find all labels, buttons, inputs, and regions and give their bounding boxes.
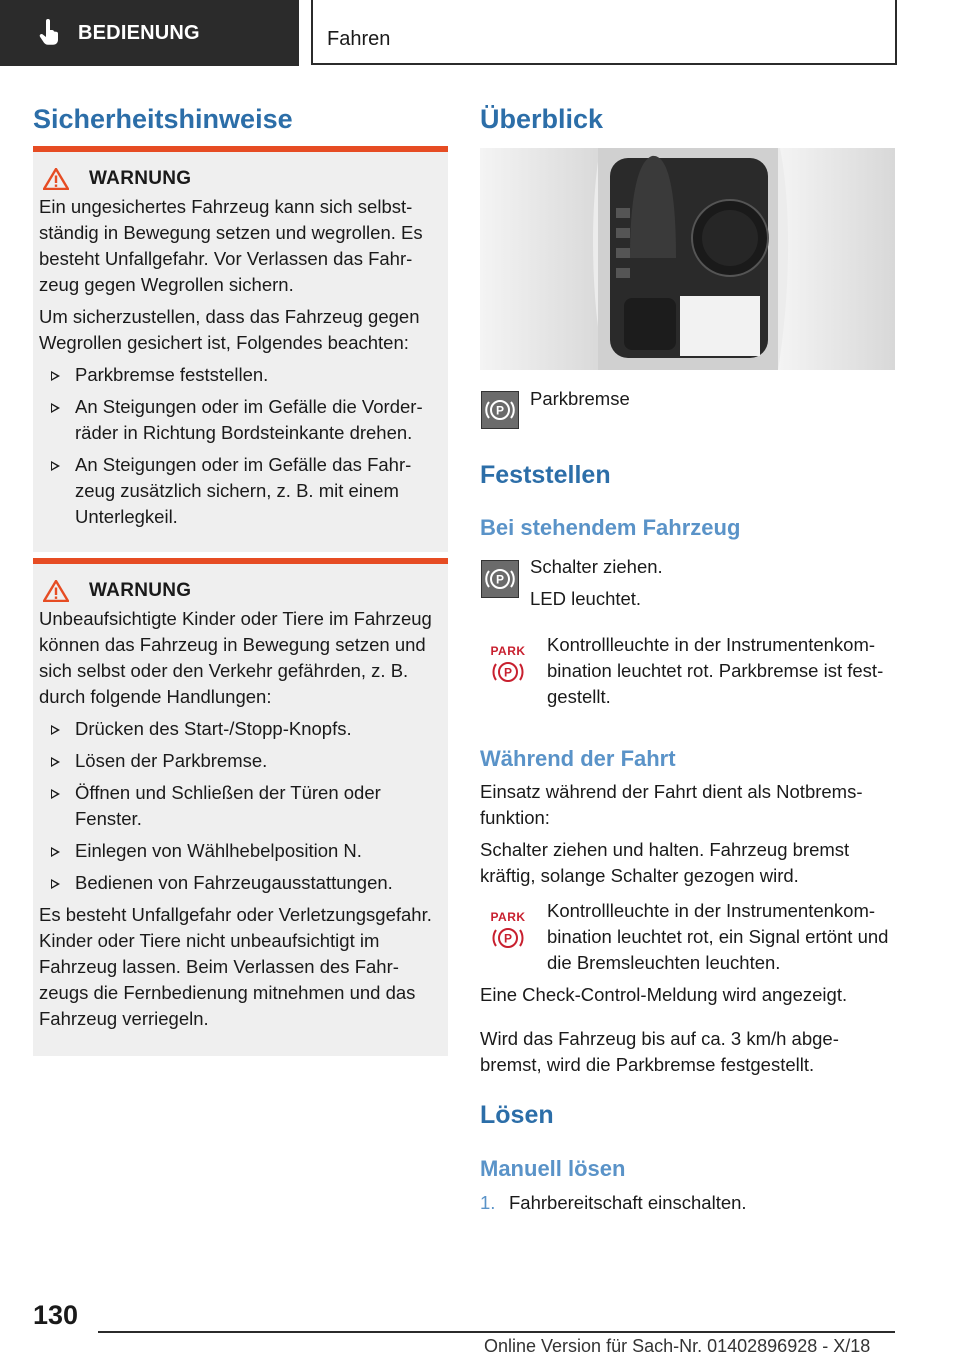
paragraph: Schalter ziehen und halten. Fahrzeug bremst kräftig, solange Schalter gezogen wird. xyxy=(480,839,850,886)
indicator-text: Kontrollleuchte in der Instrumentenkombination leuchtet rot. Parkbremse ist festgestellt. xyxy=(547,634,884,707)
list-item: Bedienen von Fahrzeugausstattungen. xyxy=(39,870,440,896)
warning-triangle-icon xyxy=(43,580,69,602)
driving-heading: Während der Fahrt xyxy=(480,746,676,771)
list-item: An Steigungen oder im Gefälle das Fahrzeug zusätzlich sichern, z. B. mit einem Unterlegkeil. xyxy=(39,452,440,530)
warning-box-rolling xyxy=(33,146,448,552)
step-text: LED leuchtet. xyxy=(530,588,642,609)
list-item: Öffnen und Schließen der Türen oder Fenster. xyxy=(39,780,440,832)
overview-heading: Überblick xyxy=(480,104,604,134)
photo-caption: Parkbremse xyxy=(530,388,630,409)
svg-text:P: P xyxy=(495,572,505,587)
driving-text xyxy=(480,779,890,895)
list-item: An Steigungen oder im Gefälle die Vorderräder in Richtung Bordsteinkante drehen. xyxy=(39,394,440,446)
park-label: PARK xyxy=(490,644,526,658)
footer-text: Online Version für Sach-Nr. 01402896928 - X/18 xyxy=(484,1336,871,1356)
manual-release-heading: Manuell lösen xyxy=(480,1156,626,1181)
warning-text: Um sicherzustellen, dass das Fahrzeug gegen Wegrollen gesichert ist, Folgendes beachten: xyxy=(39,306,420,353)
warning-text: Ein ungesichertes Fahrzeug kann sich selbstständig in Bewegung setzen und wegrollen. Es besteht Unfallgefahr. Vor Verlassen das Fahrzeug gegen Wegrollen sichern. xyxy=(39,196,423,295)
list-item: Lösen der Parkbremse. xyxy=(39,748,440,774)
center-console-illustration xyxy=(480,148,895,370)
center-console-photo xyxy=(480,148,895,370)
warning-box-children xyxy=(33,558,448,1056)
step-text: Fahrbereitschaft einschalten. xyxy=(509,1192,747,1213)
footer-divider xyxy=(98,1331,895,1333)
warning-text: Es besteht Unfallgefahr oder Verletzungsgefahr. Kinder oder Tiere nicht unbeaufsichtigt im Fahrzeug lassen. Beim Verlassen des Fahrzeugs die Fernbedienung mitnehmen und das Fahrzeug verriegeln. xyxy=(39,904,432,1029)
driving-text-more xyxy=(480,982,890,1084)
stationary-heading: Bei stehendem Fahrzeug xyxy=(480,515,741,540)
warning-triangle-icon xyxy=(43,168,69,190)
chapter-title: Fahren xyxy=(327,28,391,50)
list-item: Einlegen von Wählhebelposition N. xyxy=(39,838,440,864)
park-indicator-icon xyxy=(487,909,529,951)
warning-title-row xyxy=(39,580,440,602)
indicator-text: Kontrollleuchte in der Instrumentenkombination leuchtet rot, ein Signal ertönt und die Bremsleuchten leuchten. xyxy=(547,900,889,973)
park-label: PARK xyxy=(490,910,526,924)
park-indicator-icon xyxy=(487,643,529,685)
parking-brake-icon xyxy=(481,560,519,598)
page-header xyxy=(0,0,960,66)
warning-title: WARNUNG xyxy=(89,168,192,189)
paragraph: Eine Check-Control-Meldung wird angezeigt. xyxy=(480,984,848,1005)
hand-pointer-icon xyxy=(38,19,62,47)
step-number: 1. xyxy=(480,1192,496,1213)
svg-text:P: P xyxy=(495,403,505,418)
step-text: Schalter ziehen. xyxy=(530,556,663,577)
warning-list xyxy=(39,716,440,896)
park-letter: P xyxy=(503,931,513,946)
section-tab xyxy=(0,0,299,66)
list-item: Drücken des Start-/Stopp-Knopfs. xyxy=(39,716,440,742)
parking-brake-icon xyxy=(481,391,519,429)
release-heading: Lösen xyxy=(480,1101,554,1129)
paragraph: Einsatz während der Fahrt dient als Notbremsfunktion: xyxy=(480,781,863,828)
stationary-steps xyxy=(530,554,890,618)
apply-heading: Feststellen xyxy=(480,461,611,489)
paragraph: Wird das Fahrzeug bis auf ca. 3 km/h abgebremst, wird die Parkbremse festgestellt. xyxy=(480,1028,839,1075)
list-item: Parkbremse feststellen. xyxy=(39,362,440,388)
section-title: BEDIENUNG xyxy=(78,21,200,44)
warning-title-row xyxy=(39,168,440,190)
warning-title: WARNUNG xyxy=(89,580,192,601)
safety-heading: Sicherheitshinweise xyxy=(33,104,293,134)
chapter-tab xyxy=(311,0,897,65)
warning-list xyxy=(39,362,440,530)
warning-text: Unbeaufsichtigte Kinder oder Tiere im Fahrzeug können das Fahrzeug in Bewegung setzen und sich selbst oder den Verkehr gefährden, z. B. durch folgende Handlungen: xyxy=(39,608,432,707)
park-letter: P xyxy=(503,665,513,680)
page-number: 130 xyxy=(33,1300,79,1330)
